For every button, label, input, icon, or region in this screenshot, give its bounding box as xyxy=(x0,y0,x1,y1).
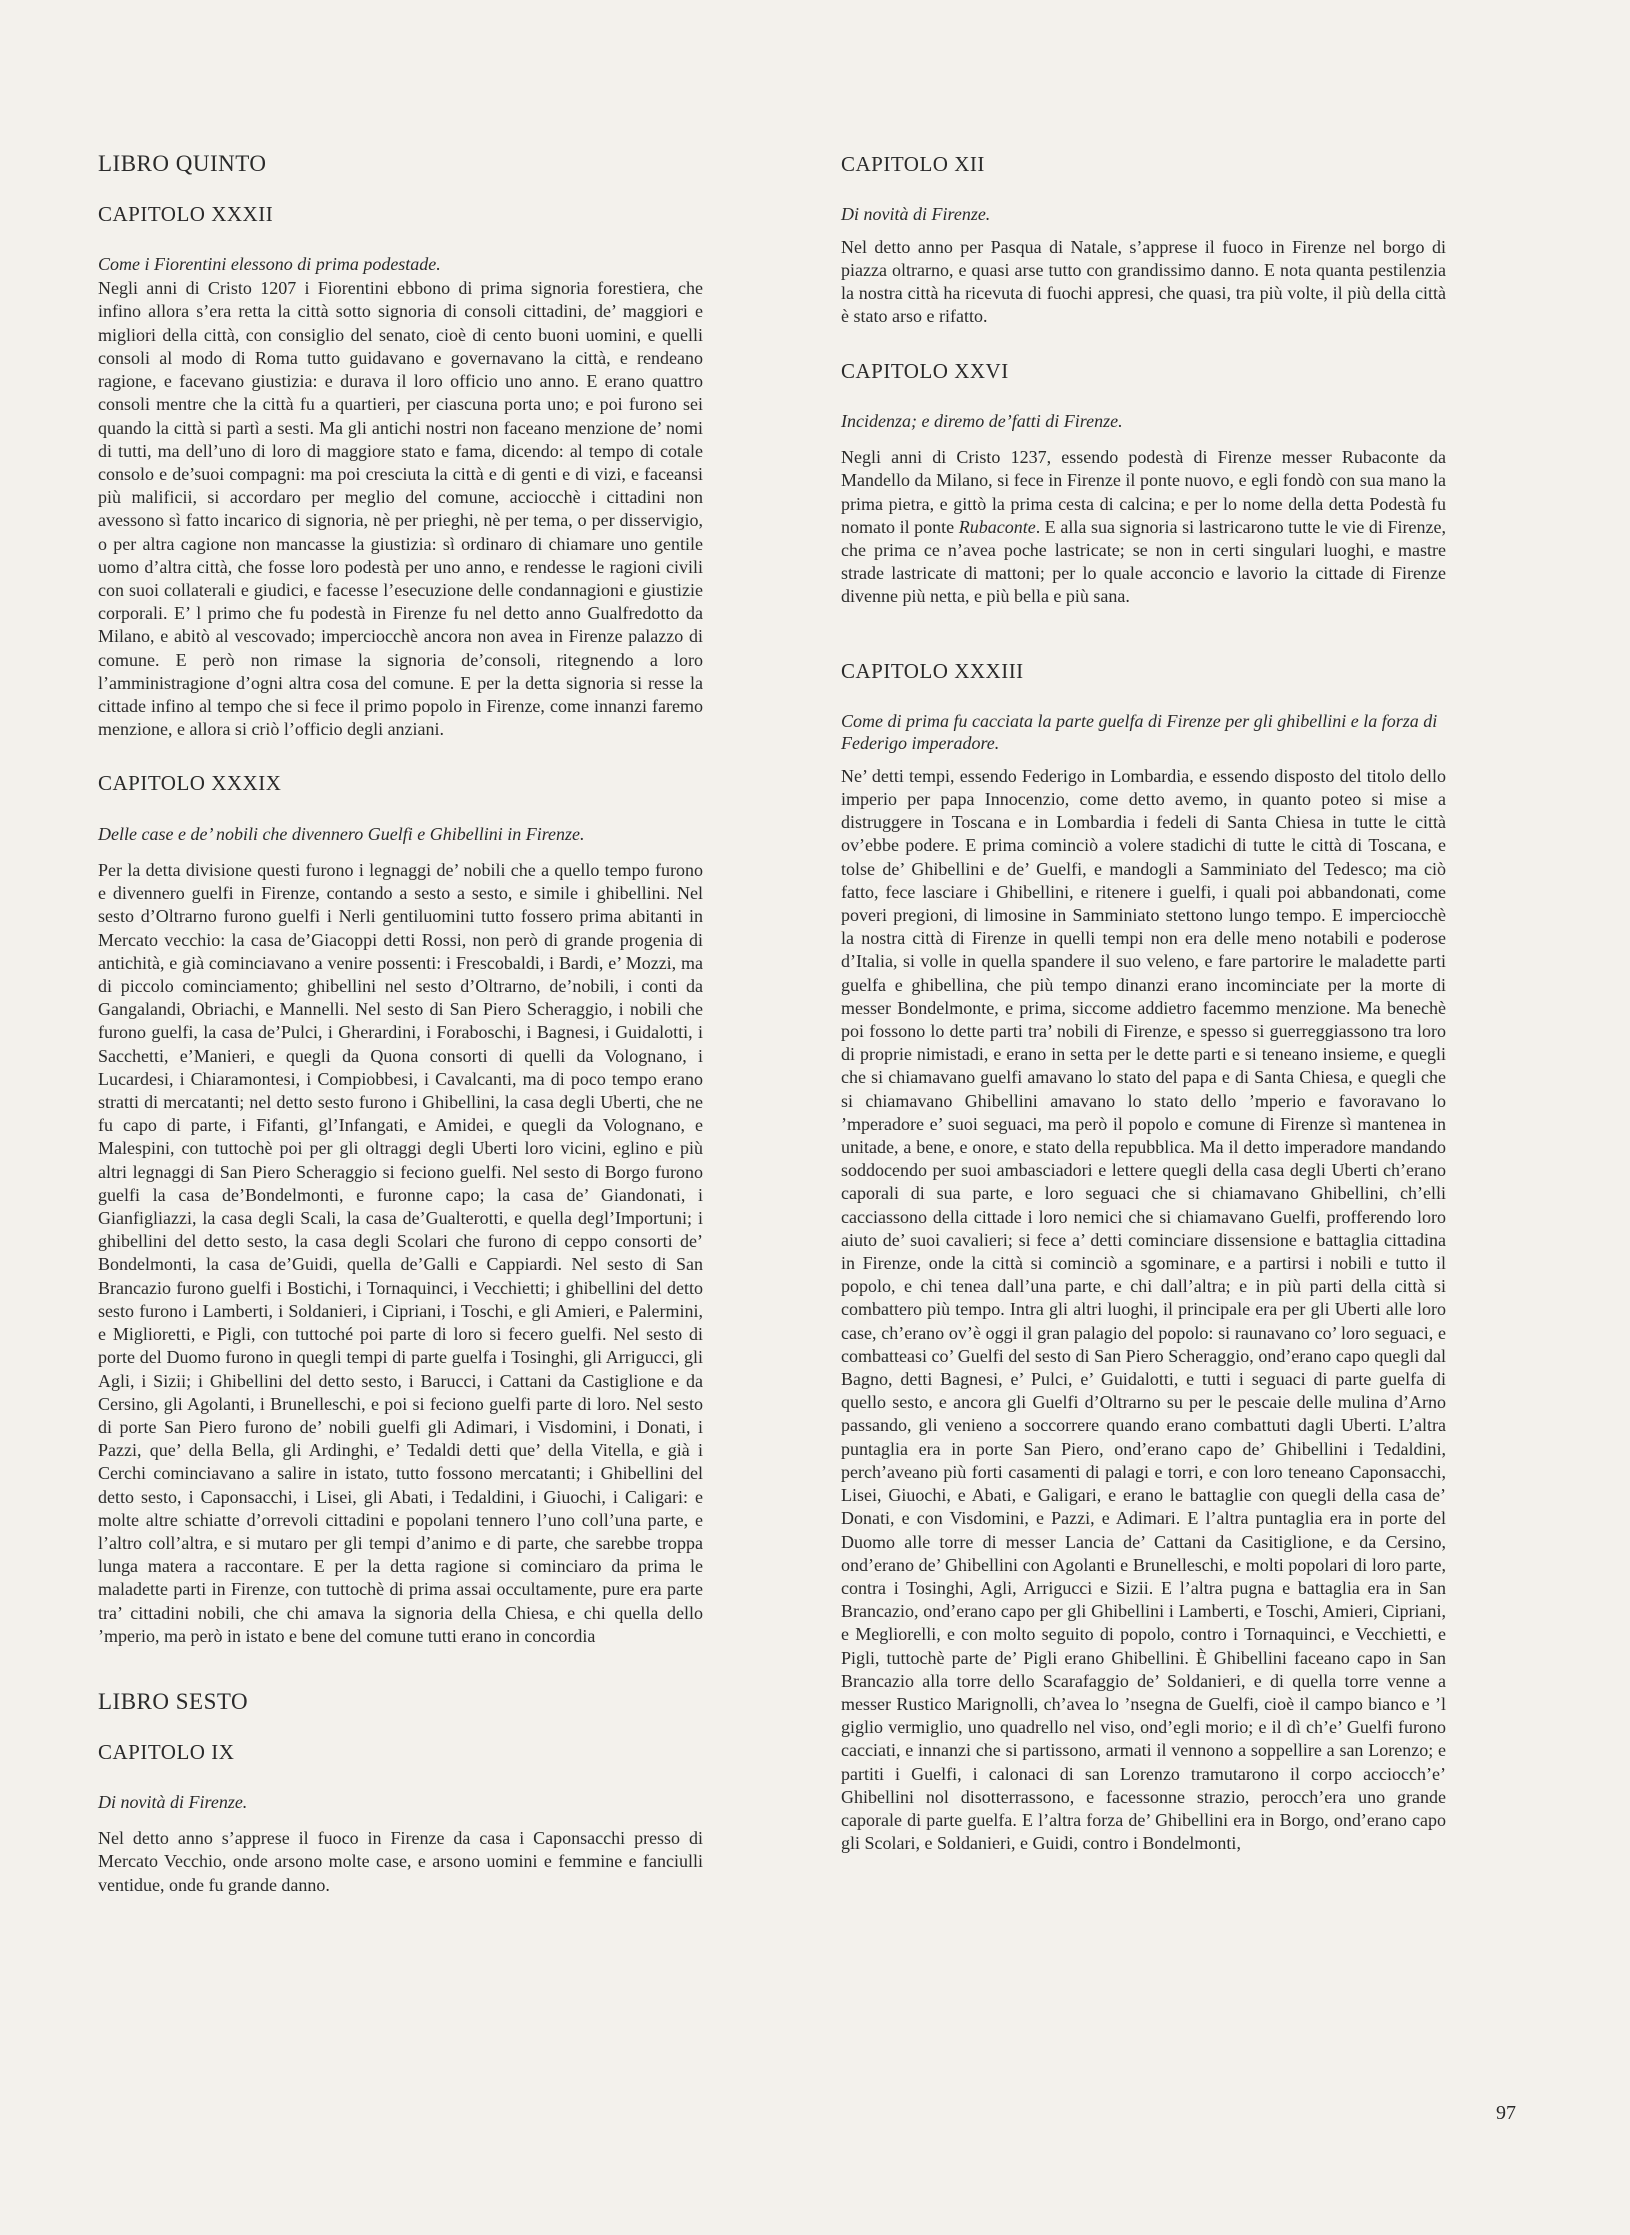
chapter-text: Ne’ detti tempi, essendo Federigo in Lombardia, e essendo disposto del titolo dello imperio per papa Innocenzio, come detto avemo, in quanto poteo si mise a distruggere in Toscana e in Lombardia i fedeli di Santa Chiesa in tutte le città ov’ebbe podere. E prima cominciò a volere stadichi di tutte le città di Toscana, e tolse de’ Ghibellini e de’ Guelfi, e mandogli a Samminiato del Tedesco; ma ciò fatto, fece lasciare i Ghibellini, e ritenere i guelfi, i quali poi abbandonati, come poveri pregioni, di limosine in Samminiato stettono lungo tempo. E imperciocchè la nostra città di Firenze in quelli tempi non era delle meno notabili e poderose d’Italia, si volle in quella spandere il suo veleno, e fare partorire le maladette parti guelfa e ghibellina, che più tempo dinanzi erano incominciate per la morte di messer Bondelmonte, e prima, siccome addietro facemmo menzione. Ma benechè poi fossono lo dette parti tra’ nobili di Firenze, e spesso si guerreggiassono tra loro di proprie nimistadi, e erano in setta per le dette parti e si teneano insieme, e quegli che si chiamavano guelfi amavano lo stato del papa e di Santa Chiesa, e quegli che si chiamavano Ghibellini amavano lo stato dello ’mperio e favoravano lo ’mperadore e’ suoi seguaci, ma però il popolo e comune di Firenze sì mantenea in unitade, a bene, e onore, e stato della repubblica. Ma il detto imperadore mandando soddocendo per suoi ambasciadori e lettere quegli della casa degli Uberti ch’erano caporali di sua parte, e loro seguaci che si chiamavano Ghibellini, ch’elli cacciassono della cittade i loro nemici che si chiamavano Guelfi, profferendo loro aiuto de’ suoi cavalieri; si fece a’ detti cominciare dissensione e battaglia cittadina in Firenze, onde la città si cominciò a sgominare, e a partirsi i nobili e tutto il popolo, e chi tenea dall’una parte, e chi dall’altra; e in più parti della città si combattero più tempo. Intra gli altri luoghi, il principale era per gli Uberti alle loro case, ch’erano ov’è oggi il gran palagio del popolo: si raunavano co’ loro seguaci, e combatteasi co’ Guelfi del sesto di San Piero Scheraggio, ond’erano capo quegli dal Bagno, detti Bagnesi, e’ Pulci, e’ Guidalotti, e tutti i seguaci di parte guelfa di quello sesto, e ancora gli Guelfi d’Oltrarno su per le pescaie delle mulina d’Arno passando, gli venieno a soccorrere quando erano combattuti dagli Uberti. L’altra puntaglia era in porte San Piero, ond’erano capo de’ Ghibellini i Tedaldini, perch’aveano più forti casamenti di palagi e torri, e con loro teneano Caponsacchi, Lisei, Giuochi, e Abati, e Galigari, e erano le battaglie con quegli della casa de’ Donati, e con Visdomini, e Pazzi, e Adimari. E l’altra puntaglia era in porte del Duomo alle torre di messer Lancia de’ Cattani da Casitiglione, e da Cersino, ond’erano de’ Ghibellini con Agolanti e Brunelleschi, e molti popolari di loro parte, contra i Tosinghi, Agli, Arrigucci e Sizii. E l’altra pugna e battaglia era in San Brancazio, ond’erano capo per gli Ghibellini i Lamberti, e Toschi, Amieri, Cipriani, e Megliorelli, e con molto seguito di popolo, contro i Tornaquinci, e Vecchietti, e Pigli, tuttochè parte de’ Pigli erano Ghibellini. È Ghibellini faceano capo in San Brancazio alla torre dello Scarafaggio de’ Soldanieri, e di quella torre venne a messer Rustico Marignolli, ch’avea lo ’nsegna de Guelfi, cioè il campo bianco e ’l giglio vermiglio, uno quadrello nel viso, ond’egli morio; e il dì ch’e’ Guelfi furono cacciati, e innanzi che si partissono, armati il vennono a soppellire a san Lorenzo; e partiti i Guelfi, i calonaci di san Lorenzo tramutarono il corpo acciocch’e’ Ghibellini nol disotterrassono, e facessonne strazio, perocch’era uno grande caporale di parte guelfa. E l’altra forza de’ Ghibellini era in Borgo, ond’erano capo gli Scolari, e Soldanieri, e Guidi, contro i Bondelmonti, xyxy=(841,765,1446,1854)
page-number: 97 xyxy=(1496,2102,1516,2124)
bridge-name: Rubaconte xyxy=(958,516,1036,537)
left-column xyxy=(98,150,703,1927)
book-heading-quinto: LIBRO QUINTO xyxy=(98,151,267,176)
chapter-xii xyxy=(841,152,1446,329)
chapter-subtitle: Incidenza; e diremo de’fatti di Firenze. xyxy=(841,410,1123,431)
book-heading-sesto: LIBRO SESTO xyxy=(98,1688,249,1714)
chapter-title: CAPITOLO XII xyxy=(841,152,985,176)
chapter-subtitle: Di novità di Firenze. xyxy=(98,1791,248,1812)
chapter-xxvi xyxy=(841,359,1446,609)
chapter-text: Negli anni di Cristo 1207 i Fiorentini ebbono di prima signoria forestiera, che infino allora s’era retta la città sotto signoria di consoli cittadini, de’ maggiori e migliori della città, con consiglio del senato, cioè di cento buoni uomini, e quelli consoli al modo di Roma tutto guidavano e governavano la città, e rendeano ragione, e facevano giustizia: e durava il loro officio uno anno. E erano quattro consoli mentre che la città fu a quartieri, per ciascuna porta uno; e poi furono sei quando la città si partì a sesti. Ma gli antichi nostri non faceano menzione de’ nomi di tutti, ma dell’uno di loro di maggiore stato e fama, dicendo: al tempo di cotale consolo e de’suoi compagni: ma poi cresciuta la città e di genti e di vizi, e faceansi più malificii, si accordaro per meglio del comune, acciocchè i cittadini non avessono sì fatto incarico di signoria, nè per prieghi, nè per tema, o per disservigio, o per altra cagione non mancasse la giustizia: sì ordinaro di chiamare uno gentile uomo d’altra città, che fosse loro podestà per uno anno, e rendesse le ragioni civili con suoi collaterali e giudici, e facesse l’esecuzione delle condannagioni e giustizie corporali. E’ l primo che fu podestà in Firenze fu nel detto anno Gualfredotto da Milano, e abitò al vescovado; imperciocchè ancora non avea in Firenze palazzo di comune. E però non rimase la signoria de’consoli, ritegnendo a loro l’amministragione d’ogni altra cosa del comune. E per la detta signoria si resse la cittade infino al tempo che si fece il primo popolo in Firenze, come innanzi faremo menzione, e allora si criò l’officio degli anziani. xyxy=(98,278,703,740)
chapter-text-part: . E alla sua signoria si lastricarono tutte le vie di Firenze, che prima ce n’avea poche lastricate; se non in certi singulari luoghi, e mastre strade lastricate di mattoni; per lo quale acconcio e lavorio la cittade di Firenze divenne più netta, e più bella e più sana. xyxy=(841,516,1446,607)
chapter-ix xyxy=(98,1740,703,1897)
chapter-text xyxy=(841,446,1446,608)
chapter-subtitle: Come i Fiorentini elessono di prima podestade. xyxy=(98,253,441,274)
chapter-title: CAPITOLO XXXIX xyxy=(98,771,282,796)
chapter-text: Nel detto anno per Pasqua di Natale, s’apprese il fuoco in Firenze nel borgo di piazza oltrarno, e quasi arse tutto con grandissimo danno. E nota quanta pestilenzia la nostra città ha ricevuta di fuochi appresi, che quasi, tra più volte, il più della città è stato arso e rifatto. xyxy=(841,236,1446,327)
chapter-subtitle: Come di prima fu cacciata la parte guelfa di Firenze per gli ghibellini e la forza di Federigo imperadore. xyxy=(841,710,1438,754)
chapter-title: CAPITOLO IX xyxy=(98,1739,235,1764)
chapter-xxxii xyxy=(98,202,703,742)
chapter-title: CAPITOLO XXXIII xyxy=(841,658,1024,683)
chapter-title: CAPITOLO XXXII xyxy=(98,201,274,226)
chapter-text: Nel detto anno s’apprese il fuoco in Firenze da casa i Caponsacchi presso di Mercato Vecchio, onde arsono molte case, e arsono uomini e femmine e fanciulli ventidue, onde fu grande danno. xyxy=(98,1828,703,1895)
chapter-text-part: Negli anni di Cristo 1237, essendo podestà di Firenze messer Rubaconte da Mandello da Milano, si fece in Firenze il ponte nuovo, e egli fondò con sua mano la prima pietra, e gittò la prima cesta di calcina; e per lo nome della detta Podestà fu nomato il ponte xyxy=(841,447,1446,537)
right-column xyxy=(841,152,1446,1885)
chapter-text: Per la detta divisione questi furono i legnaggi de’ nobili che a quello tempo furono e divennero guelfi in Firenze, contando a sesto a sesto, e simile i ghibellini. Nel sesto d’Oltrarno furono guelfi i Nerli gentiluomini tutto fossero prima abitanti in Mercato vecchio: la casa de’Giacoppi detti Rossi, non però di grande progenia di antichità, e già cominciavano a venire possenti: i Frescobaldi, i Bardi, e’ Mozzi, ma di piccolo cominciamento; ghibellini nel sesto d’Oltrarno, de’nobili, i conti da Gangalandi, Obriachi, e Mannelli. Nel sesto di San Piero Scheraggio, i nobili che furono guelfi, la casa de’Pulci, i Gherardini, i Foraboschi, i Bagnesi, i Guidalotti, i Sacchetti, e’Manieri, e quegli da Quona consorti di quelli da Volognano, i Lucardesi, i Chiaramontesi, i Compiobbesi, i Cavalcanti, ma di poco tempo erano stratti di mercatanti; nel detto sesto furono i Ghibellini, la casa degli Uberti, che ne fu capo di parte, i Fifanti, gl’Infangati, e Amidei, e quegli da Volognano, e Malespini, con tuttochè poi per gli oltraggi degli Uberti loro vicini, eglino e più altri legnaggi di San Piero Scheraggio si feciono guelfi. Nel sesto di Borgo furono guelfi la casa de’Bondelmonti, e furonne capo; la casa de’ Giandonati, i Gianfigliazzi, la casa degli Scali, la casa de’Gualterotti, e quella degl’Importuni; i ghibellini del detto sesto, la casa degli Scolari che furono di ceppo consorti de’ Bondelmonti, la casa de’Guidi, quella de’Galli e Cappiardi. Nel sesto di San Brancazio furono guelfi i Bostichi, i Tornaquinci, i Vecchietti; i ghibellini del detto sesto furono i Lamberti, i Soldanieri, i Cipriani, i Toschi, e gli Amieri, e Palermini, e Miglioretti, e Pigli, con tuttoché poi parte di loro si fecero guelfi. Nel sesto di porte del Duomo furono in quegli tempi di parte guelfa i Tosinghi, gli Arrigucci, gli Agli, i Sizii; i Ghibellini del detto sesto, i Barucci, i Cattani da Castiglione e da Cersino, gli Agolanti, i Brunelleschi, e poi si feciono guelfi parte di loro. Nel sesto di porte San Piero furono de’ nobili guelfi gli Adimari, i Visdomini, i Donati, i Pazzi, que’ della Bella, gli Ardinghi, e’ Tedaldi detti que’ della Vitella, e già i Cerchi cominciavano a salire in istato, tutto fossono mercatanti; i Ghibellini del detto sesto, i Caponsacchi, i Lisei, gli Abati, i Tedaldini, i Giuochi, i Caligari: e molte altre schiatte d’orrevoli cittadini e popolani tennero l’uno coll’una parte, e l’altro coll’altra, e si mutaro per gli tempi d’animo e di parte, che sarebbe troppa lunga matera a raccontare. E per la detta ragione si cominciaro da prima le maladette parti in Firenze, con tuttochè di prima assai occultamente, pure era parte tra’ cittadini nobili, che chi amava la signoria della Chiesa, e chi quella dello ’mperio, ma però in istato e bene del comune tutti erano in concordia xyxy=(98,860,703,1646)
chapter-subtitle: Di novità di Firenze. xyxy=(841,204,991,225)
chapter-title: CAPITOLO XXVI xyxy=(841,358,1009,383)
chapter-subtitle: Delle case e de’ nobili che divennero Guelfi e Ghibellini in Firenze. xyxy=(98,823,585,844)
chapter-xxxix xyxy=(98,771,703,1648)
chapter-xxxiii xyxy=(841,659,1446,1856)
